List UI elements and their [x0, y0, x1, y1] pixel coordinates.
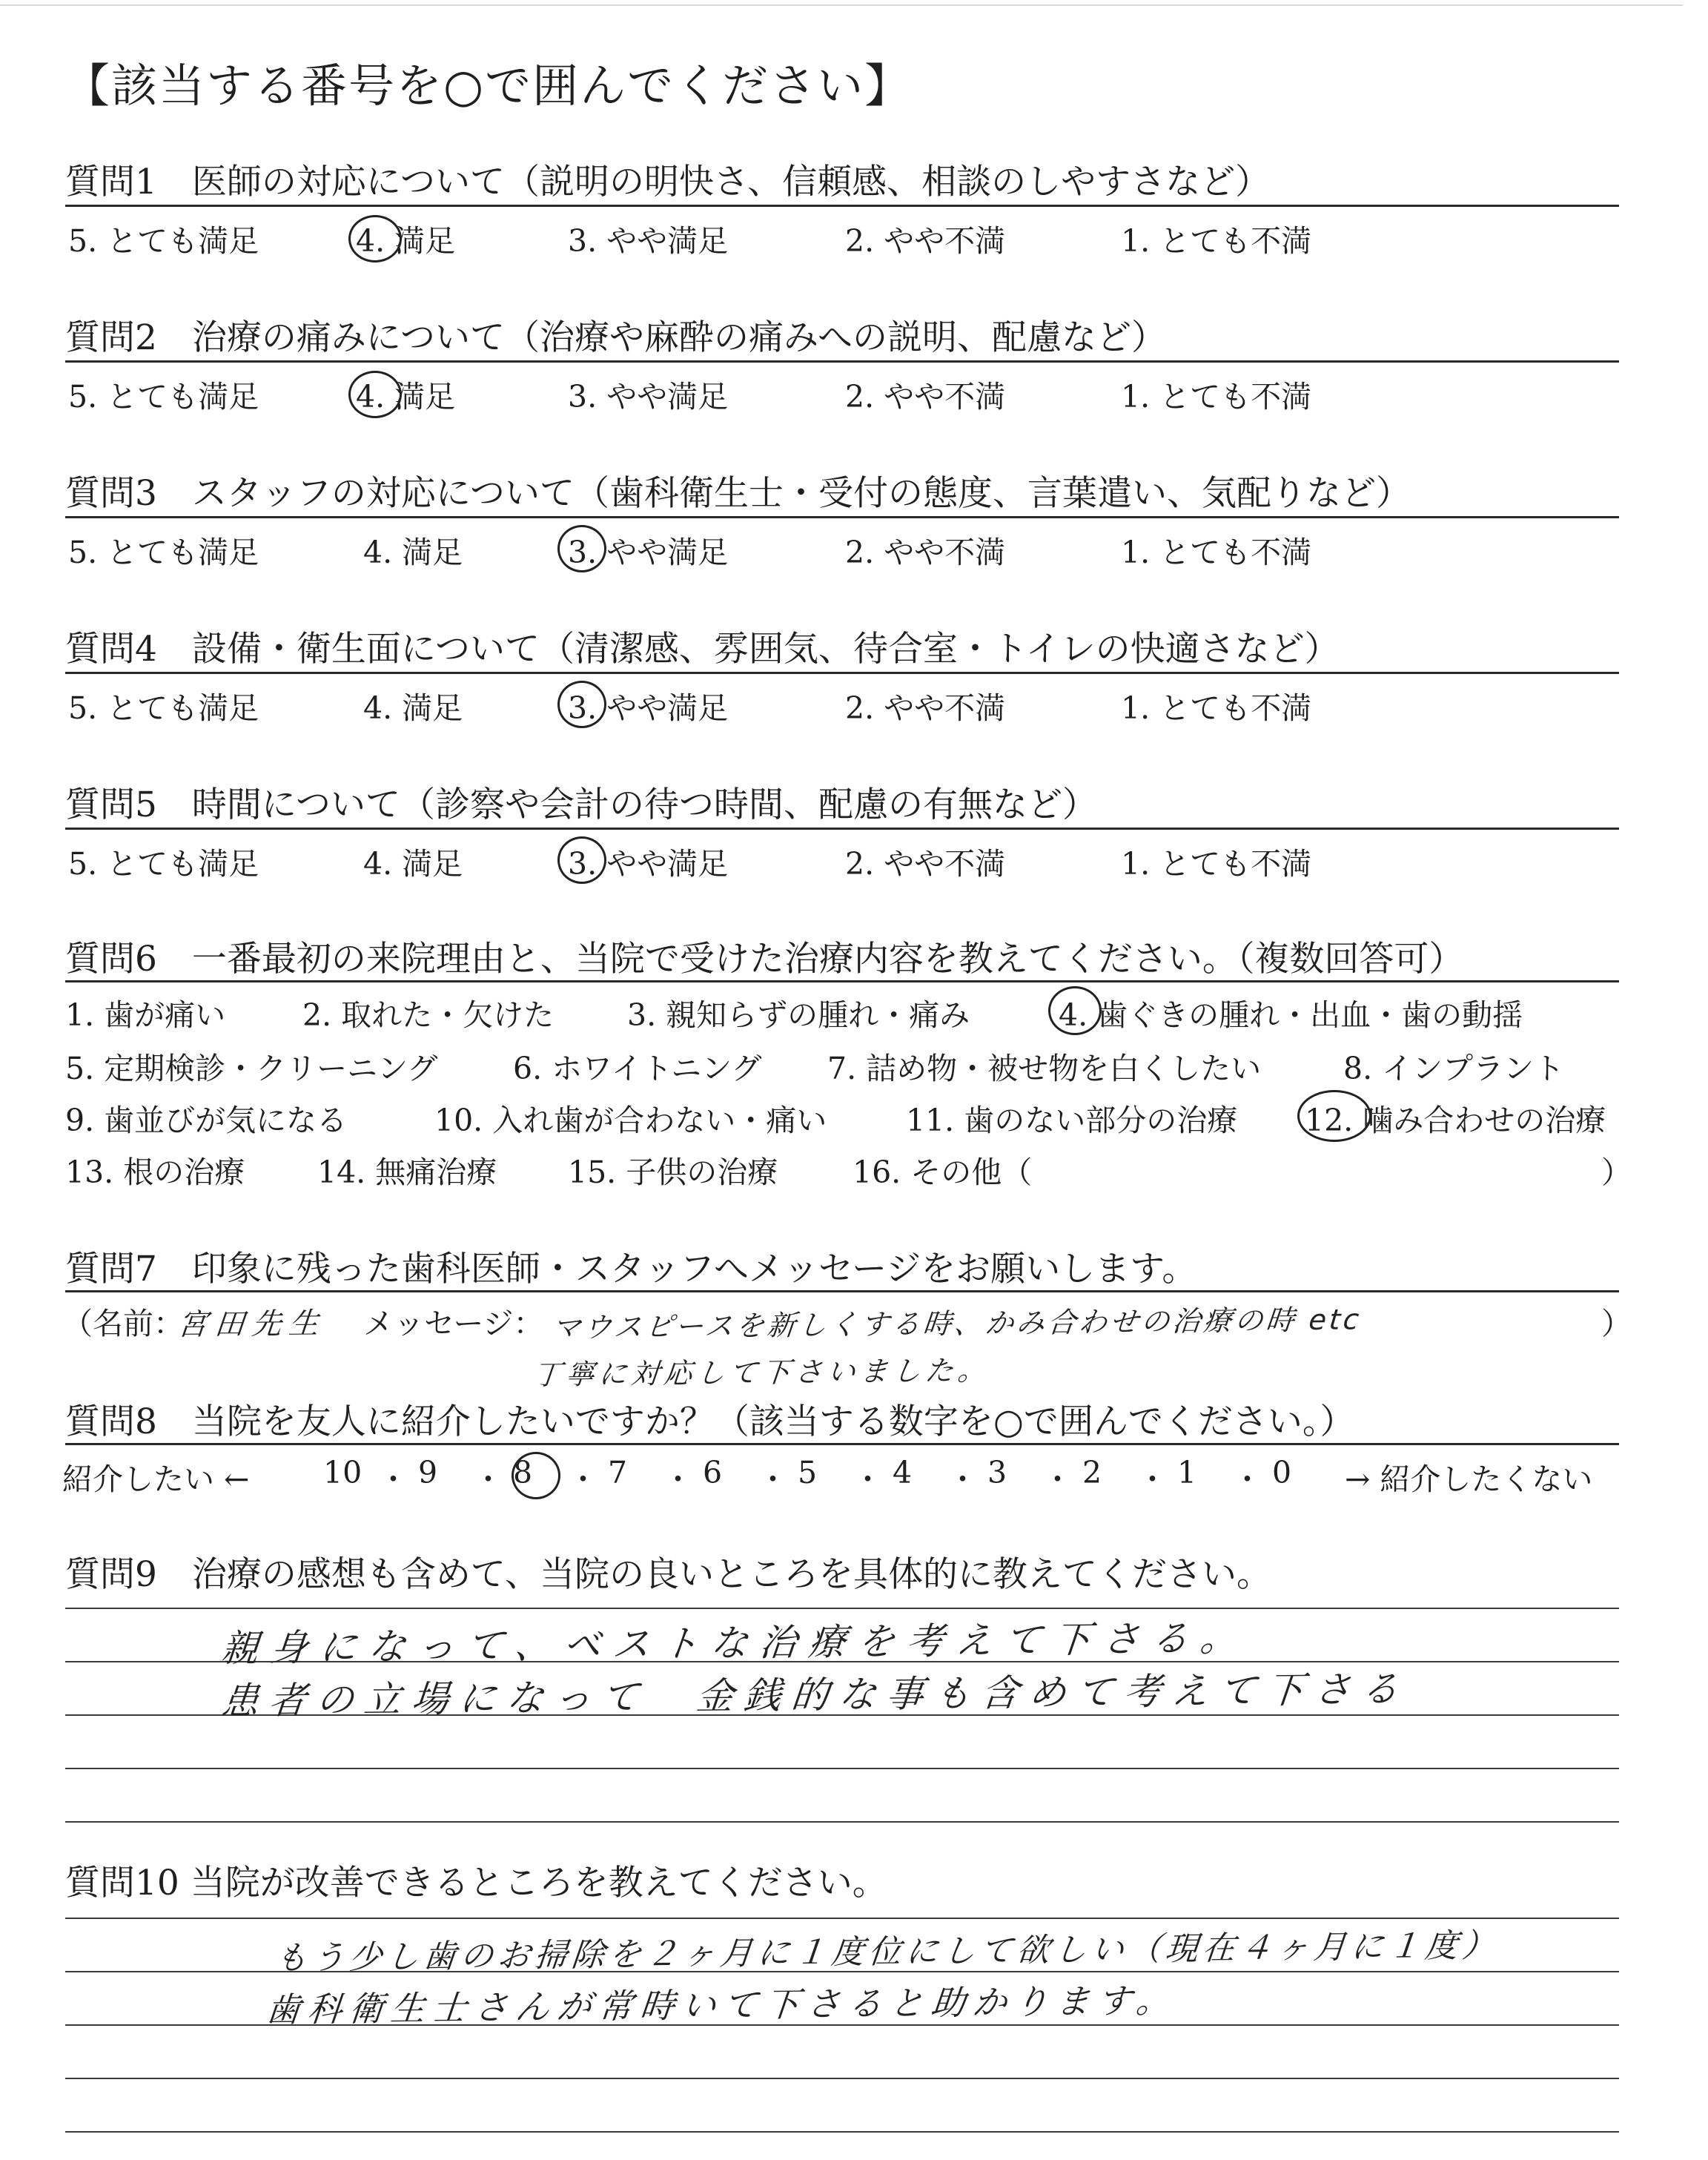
q4-option-5[interactable]: 5. とても満足: [68, 690, 259, 726]
q10-write-line-1: [65, 1918, 1619, 1919]
q6-option-7[interactable]: 7. 詰め物・被せ物を白くしたい: [827, 1051, 1262, 1086]
q2-rule: [65, 360, 1619, 363]
q3-option-2[interactable]: 2. やや不満: [845, 535, 1006, 570]
q2-selection-circle: [348, 371, 402, 418]
q5-option-5[interactable]: 5. とても満足: [68, 846, 259, 882]
q10-title: 質問10 当院が改善できるところを教えてください。: [65, 1863, 887, 1903]
q8-left-label: 紹介したい ←: [62, 1462, 250, 1497]
q5-option-3[interactable]: 3. やや満足: [568, 846, 729, 882]
q4-option-3[interactable]: 3. やや満足: [568, 690, 729, 726]
instruction-heading: 【該当する番号を○で囲んでください】: [64, 59, 913, 113]
q6-selection-circle-12: [1297, 1090, 1371, 1142]
q8-scale-3[interactable]: 3: [987, 1455, 1007, 1490]
q6-option-9[interactable]: 9. 歯並びが気になる: [65, 1103, 348, 1138]
q2-option-5[interactable]: 5. とても満足: [68, 379, 259, 415]
q8-title: 質問8 当院を友人に紹介したいですか？（該当する数字を○で囲んでください。）: [65, 1401, 1355, 1442]
q9-answer-line2[interactable]: 患者の立場になって 金銭的な事も含めて考えて下さる: [219, 1667, 1411, 1723]
q7-rule: [65, 1290, 1619, 1292]
q6-selection-circle-4: [1048, 986, 1102, 1035]
q6-option-6[interactable]: 6. ホワイトニング: [513, 1051, 762, 1086]
q10-write-line-5: [65, 2131, 1619, 2133]
q3-option-1[interactable]: 1. とても不満: [1121, 535, 1312, 570]
q4-rule: [65, 672, 1619, 674]
q7-name-handwritten[interactable]: 宮田先生: [176, 1306, 328, 1343]
q2-option-1[interactable]: 1. とても不満: [1121, 379, 1312, 415]
q6-option-16[interactable]: 16. その他（: [853, 1155, 1033, 1190]
q8-scale-7[interactable]: 7: [608, 1455, 628, 1490]
q6-other-close-paren: ）: [1601, 1155, 1632, 1190]
q3-option-5[interactable]: 5. とても満足: [68, 535, 259, 570]
q1-option-1[interactable]: 1. とても不満: [1121, 223, 1312, 259]
q7-name-label: （名前：: [62, 1306, 184, 1341]
q1-option-4[interactable]: 4. 満足: [356, 223, 456, 259]
q6-option-1[interactable]: 1. 歯が痛い: [65, 997, 226, 1033]
q8-scale-1[interactable]: 1: [1177, 1455, 1197, 1490]
q8-scale-0[interactable]: 0: [1272, 1455, 1292, 1490]
q10-answer-line2[interactable]: 歯科衛生士さんが常時いて下さると助かります。: [264, 1980, 1180, 2030]
q8-scale-separator: ・: [663, 1462, 693, 1497]
q5-title: 質問5 時間について（診察や会計の待つ時間、配慮の有無など）: [65, 785, 1097, 825]
q4-selection-circle: [557, 681, 606, 728]
q8-scale-2[interactable]: 2: [1082, 1455, 1102, 1490]
q7-message-handwritten-line1[interactable]: マウスピースを新しくする時、かみ合わせの治療の時 etc: [551, 1303, 1364, 1344]
q7-title: 質問7 印象に残った歯科医師・スタッフへメッセージをお願いします。: [65, 1249, 1197, 1289]
q8-selection-circle: [512, 1452, 560, 1499]
q5-option-2[interactable]: 2. やや不満: [845, 846, 1006, 882]
q1-title: 質問1 医師の対応について（説明の明快さ、信頼感、相談のしやすさなど）: [65, 162, 1271, 202]
q3-title: 質問3 スタッフの対応について（歯科衛生士・受付の態度、言葉遣い、気配りなど）: [65, 473, 1411, 514]
q8-scale-9[interactable]: 9: [418, 1455, 438, 1490]
q8-scale-separator: ・: [947, 1462, 978, 1497]
q1-rule: [65, 205, 1619, 207]
q4-option-1[interactable]: 1. とても不満: [1121, 690, 1312, 726]
q4-option-2[interactable]: 2. やや不満: [845, 690, 1006, 726]
q3-option-4[interactable]: 4. 満足: [363, 535, 463, 570]
q8-right-label: → 紹介したくない: [1345, 1462, 1593, 1497]
q3-rule: [65, 516, 1619, 518]
q8-scale-separator: ・: [1232, 1462, 1262, 1497]
q9-write-line-5: [65, 1821, 1619, 1823]
q6-option-5[interactable]: 5. 定期検診・クリーニング: [65, 1051, 438, 1086]
q6-option-15[interactable]: 15. 子供の治療: [568, 1155, 778, 1190]
q2-title: 質問2 治療の痛みについて（治療や麻酔の痛みへの説明、配慮など）: [65, 317, 1167, 358]
q8-scale-separator: ・: [853, 1462, 883, 1497]
q5-option-1[interactable]: 1. とても不満: [1121, 846, 1312, 882]
q8-scale-10[interactable]: 10: [323, 1455, 363, 1490]
q8-scale-separator: ・: [758, 1462, 788, 1497]
q1-selection-circle: [348, 215, 402, 262]
q9-write-line-4: [65, 1768, 1619, 1769]
q3-selection-circle: [557, 525, 606, 572]
page-top-edge: [0, 0, 1683, 6]
q6-option-8[interactable]: 8. インプラント: [1343, 1051, 1565, 1086]
q6-option-10[interactable]: 10. 入れ歯が合わない・痛い: [434, 1103, 827, 1138]
q6-title: 質問6 一番最初の来院理由と、当院で受けた治療内容を教えてください。（複数回答可）: [65, 939, 1464, 980]
q5-selection-circle: [557, 836, 606, 884]
q8-scale-separator: ・: [378, 1462, 408, 1497]
q10-write-line-4: [65, 2078, 1619, 2079]
q7-message-handwritten-line2[interactable]: 丁寧に対応して下さいました。: [532, 1353, 993, 1392]
q2-option-4[interactable]: 4. 満足: [356, 379, 456, 415]
q6-option-4[interactable]: 4. 歯ぐきの腫れ・出血・歯の動揺: [1059, 997, 1523, 1033]
q8-scale-separator: ・: [1042, 1462, 1073, 1497]
q6-option-12[interactable]: 12. 噛み合わせの治療: [1305, 1103, 1606, 1138]
q5-option-4[interactable]: 4. 満足: [363, 846, 463, 882]
q5-rule: [65, 828, 1619, 830]
q8-scale-separator: ・: [1137, 1462, 1168, 1497]
q2-option-3[interactable]: 3. やや満足: [568, 379, 729, 415]
q6-option-11[interactable]: 11. 歯のない部分の治療: [906, 1103, 1238, 1138]
q1-option-3[interactable]: 3. やや満足: [568, 223, 729, 259]
q3-option-3[interactable]: 3. やや満足: [568, 535, 729, 570]
q8-scale-5[interactable]: 5: [798, 1455, 818, 1490]
q4-title: 質問4 設備・衛生面について（清潔感、雰囲気、待合室・トイレの快適さなど）: [65, 629, 1340, 670]
q1-option-2[interactable]: 2. やや不満: [845, 223, 1006, 259]
q10-answer-line1[interactable]: もう少し歯のお掃除を２ヶ月に１度位にして欲しい（現在４ヶ月に１度）: [273, 1926, 1501, 1978]
q1-option-5[interactable]: 5. とても満足: [68, 223, 259, 259]
q8-scale-6[interactable]: 6: [703, 1455, 723, 1490]
q8-scale-4[interactable]: 4: [893, 1455, 913, 1490]
q6-option-2[interactable]: 2. 取れた・欠けた: [302, 997, 555, 1033]
q7-close-paren: ）: [1601, 1306, 1632, 1341]
q9-answer-line1[interactable]: 親身になって、ベストな治療を考えて下さる。: [219, 1616, 1252, 1671]
q7-message-label: メッセージ：: [363, 1306, 544, 1341]
q6-option-13[interactable]: 13. 根の治療: [65, 1155, 245, 1190]
q9-title: 質問9 治療の感想も含めて、当院の良いところを具体的に教えてください。: [65, 1554, 1271, 1595]
q6-rule: [65, 980, 1619, 982]
q8-rule: [65, 1443, 1619, 1445]
q4-option-4[interactable]: 4. 満足: [363, 690, 463, 726]
q8-scale-separator: ・: [568, 1462, 598, 1497]
q8-scale-8[interactable]: 8: [513, 1455, 533, 1490]
q9-write-line-1: [65, 1608, 1619, 1609]
q6-option-14[interactable]: 14. 無痛治療: [317, 1155, 497, 1190]
q8-scale-separator: ・: [473, 1462, 503, 1497]
q2-option-2[interactable]: 2. やや不満: [845, 379, 1006, 415]
q6-option-3[interactable]: 3. 親知らずの腫れ・痛み: [627, 997, 970, 1033]
